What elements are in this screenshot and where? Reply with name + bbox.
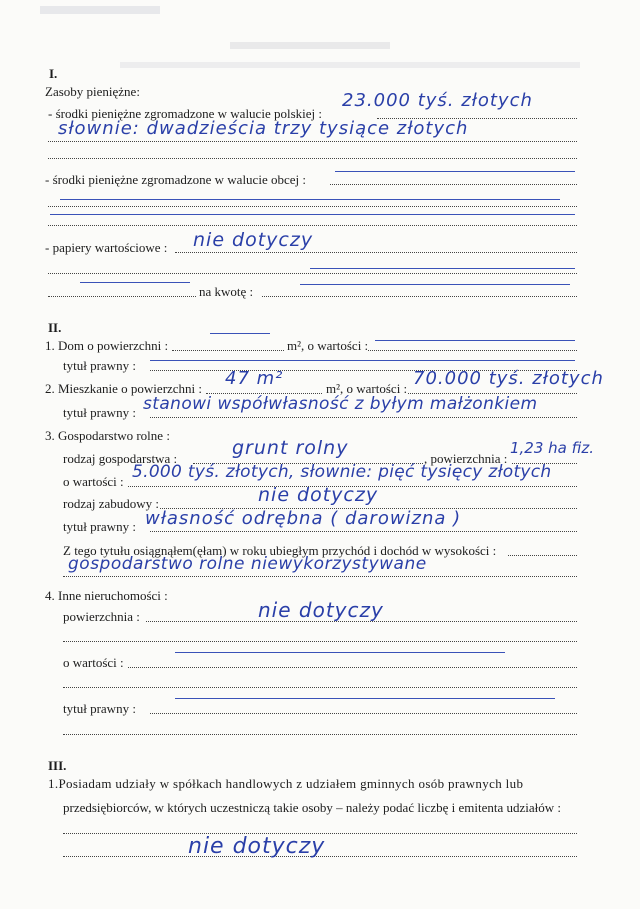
farm-income-label: Z tego tytułu osiągnąłem(ęłam) w roku ubiegłym przychód i dochód w wysokości :: [63, 543, 497, 558]
house-area-line: [172, 350, 284, 351]
securities-label: - papiery wartościowe :: [45, 240, 168, 255]
bleed-through-mark: [120, 62, 580, 68]
bleed-through-mark: [40, 6, 160, 14]
farm-type-value[interactable]: grunt rolny: [232, 437, 349, 459]
blank-line: [48, 273, 577, 274]
flat-title-line: [150, 417, 577, 418]
strike-line: [60, 199, 560, 200]
securities-field-line: [175, 252, 577, 253]
farm-type-label: rodzaj gospodarstwa :: [63, 451, 178, 466]
section-3-title: III.: [48, 758, 67, 773]
farm-income-value[interactable]: gospodarstwo rolne niewykorzystywane: [68, 554, 427, 574]
strike-line: [210, 333, 270, 334]
amount-label: na kwotę :: [199, 284, 254, 299]
strike-line: [175, 698, 555, 699]
blank-line: [63, 687, 577, 688]
farm-income-prefix-line: [508, 555, 577, 556]
shares-text-line-2: przedsiębiorców, w których uczestniczą takie osoby – należy podać liczbę i emitenta udziałów :: [63, 800, 562, 815]
other-title-line: [150, 713, 577, 714]
flat-title-value[interactable]: stanowi współwłasność z byłym małżonkiem: [143, 394, 538, 414]
strike-line: [375, 340, 575, 341]
bleed-through-mark: [230, 42, 390, 49]
farm-value-value[interactable]: 5.000 tyś. złotych, słownie: pięć tysięcy złotych: [132, 462, 552, 482]
strike-line: [300, 284, 570, 285]
shares-text-line-1: 1.Posiadam udziały w spółkach handlowych z udziałem gminnych osób prawnych lub: [48, 776, 524, 791]
other-label: 4. Inne nieruchomości :: [45, 588, 168, 603]
pln-value[interactable]: 23.000 tyś. złotych: [342, 90, 533, 111]
strike-line: [335, 171, 575, 172]
section-1-heading: Zasoby pieniężne:: [45, 84, 140, 99]
blank-line: [63, 734, 577, 735]
pln-value-words[interactable]: słownie: dwadzieścia trzy tysiące złotych: [58, 118, 469, 139]
farm-value-label: o wartości :: [63, 474, 124, 489]
farm-area-value[interactable]: 1,23 ha fiz.: [510, 439, 594, 457]
flat-unit: m², o wartości :: [326, 381, 408, 396]
farm-income-line: [63, 576, 577, 577]
house-unit: m², o wartości :: [287, 338, 369, 353]
flat-value[interactable]: 70.000 tyś. złotych: [413, 368, 604, 389]
farm-area-label: , powierzchnia :: [424, 451, 508, 466]
foreign-field-line: [330, 184, 577, 185]
strike-line: [150, 360, 575, 361]
other-area-label: powierzchnia :: [63, 609, 140, 624]
section-2-title: II.: [48, 320, 62, 335]
blank-line: [48, 158, 577, 159]
other-title-label: tytuł prawny :: [63, 701, 136, 716]
section-1-title: I.: [49, 66, 58, 81]
strike-line: [310, 268, 575, 269]
blank-line: [48, 206, 577, 207]
shares-value[interactable]: nie dotyczy: [188, 834, 326, 859]
pln-words-line: [48, 141, 577, 142]
other-area-value[interactable]: nie dotyczy: [258, 598, 384, 622]
amount-prefix-line: [48, 296, 196, 297]
amount-field-line: [262, 296, 577, 297]
house-label: 1. Dom o powierzchni :: [45, 338, 169, 353]
farm-label: 3. Gospodarstwo rolne :: [45, 428, 170, 443]
strike-line: [175, 652, 505, 653]
blank-line: [63, 641, 577, 642]
foreign-label: - środki pieniężne zgromadzone w walucie obcej :: [45, 172, 306, 187]
blank-line: [48, 225, 577, 226]
house-value-line: [368, 350, 577, 351]
strike-line: [80, 282, 190, 283]
pln-label: - środki pieniężne zgromadzone w walucie polskiej :: [48, 106, 322, 121]
other-value-line: [128, 667, 577, 668]
strike-line: [50, 214, 575, 215]
farm-title-line: [150, 531, 577, 532]
flat-area[interactable]: 47 m²: [225, 368, 284, 389]
flat-title-label: tytuł prawny :: [63, 405, 136, 420]
house-title-label: tytuł prawny :: [63, 358, 136, 373]
other-value-label: o wartości :: [63, 655, 124, 670]
flat-label: 2. Mieszkanie o powierzchni :: [45, 381, 203, 396]
farm-buildings-label: rodzaj zabudowy :: [63, 496, 160, 511]
farm-title-value[interactable]: własność odrębna ( darowizna ): [145, 508, 462, 529]
farm-title-label: tytuł prawny :: [63, 519, 136, 534]
farm-buildings-value[interactable]: nie dotyczy: [258, 484, 379, 506]
securities-value[interactable]: nie dotyczy: [193, 229, 314, 251]
